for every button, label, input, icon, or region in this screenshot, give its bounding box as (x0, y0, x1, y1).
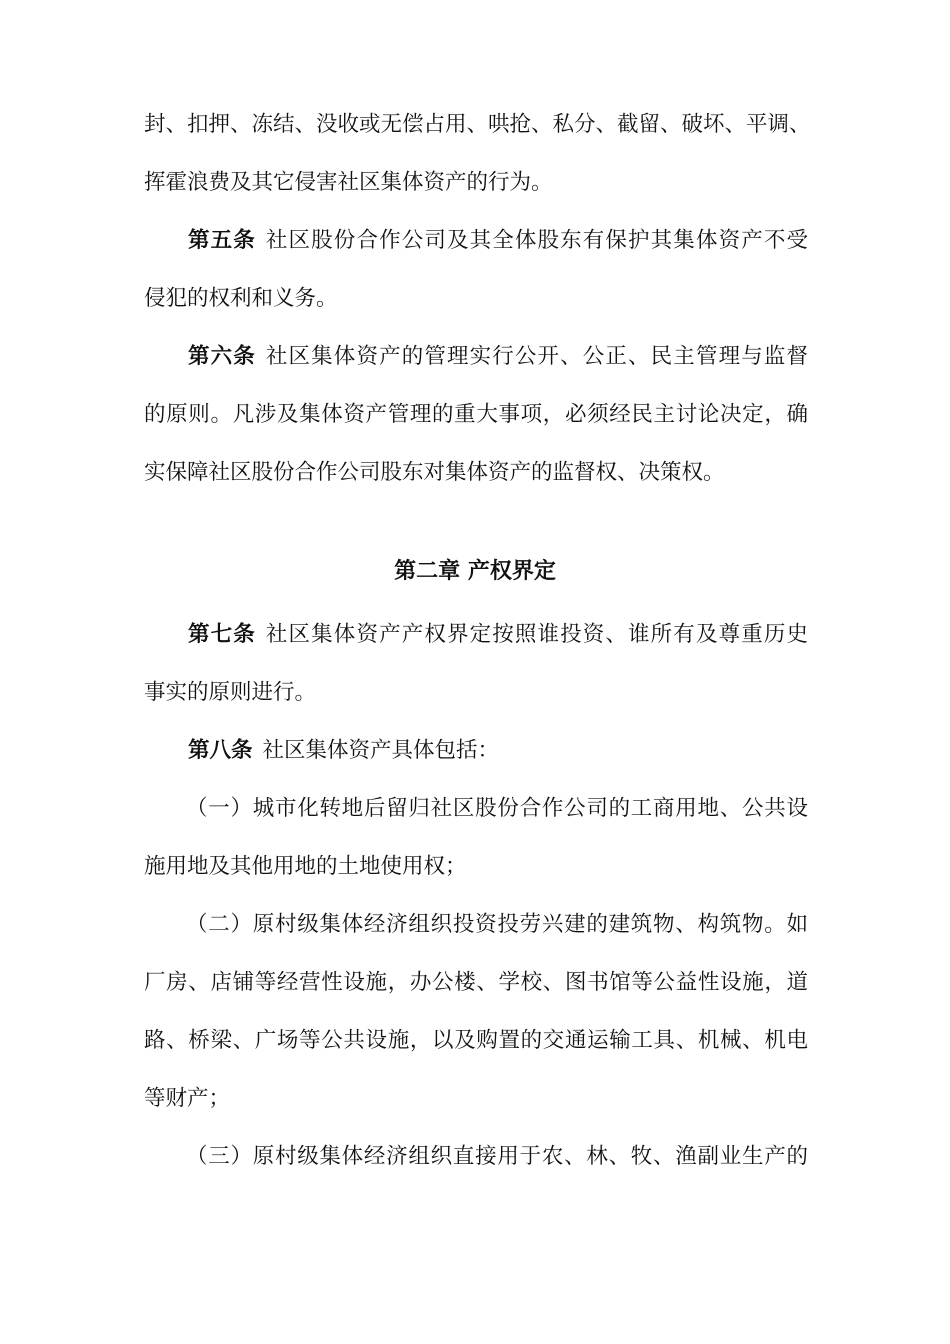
chapter-heading: 第二章 产权界定 (394, 559, 556, 584)
text-line: 等财产； (144, 1086, 231, 1111)
article-8-line (188, 731, 808, 771)
text-line: 厂房、店铺等经营性设施，办公楼、学校、图书馆等公益性设施，道 (144, 970, 808, 995)
text-line: 事实的原则进行。 (144, 680, 317, 705)
text-line: 封、扣押、冻结、没收或无偿占用、哄抢、私分、截留、破坏、平调、 (144, 112, 811, 137)
article-number: 第六条 (188, 344, 256, 369)
article-5-line (188, 221, 808, 261)
text-line: 施用地及其他用地的土地使用权； (144, 854, 467, 879)
text-line: 实保障社区股份合作公司股东对集体资产的监督权、决策权。 (144, 460, 725, 485)
article-text: 社区集体资产产权界定按照谁投资、谁所有及尊重历史 (265, 622, 808, 647)
article-7-line (188, 615, 808, 655)
article-text: 社区股份合作公司及其全体股东有保护其集体资产不受 (265, 228, 808, 253)
text-line: 路、桥梁、广场等公共设施，以及购置的交通运输工具、机械、机电 (144, 1028, 808, 1053)
article-number: 第七条 (188, 622, 256, 647)
text-line: 挥霍浪费及其它侵害社区集体资产的行为。 (144, 170, 553, 195)
text-line: （三）原村级集体经济组织直接用于农、林、牧、渔副业生产的 (186, 1144, 808, 1169)
text-line: 的原则。凡涉及集体资产管理的重大事项，必须经民主讨论决定，确 (144, 402, 808, 427)
article-text: 社区集体资产具体包括： (262, 738, 500, 763)
text-line: 侵犯的权利和义务。 (144, 286, 338, 311)
article-6-line (188, 337, 808, 377)
text-line: （一）城市化转地后留归社区股份合作公司的工商用地、公共设 (186, 796, 808, 821)
text-line: （二）原村级集体经济组织投资投劳兴建的建筑物、构筑物。如 (186, 912, 808, 937)
article-text: 社区集体资产的管理实行公开、公正、民主管理与监督 (265, 344, 808, 369)
article-number: 第五条 (188, 228, 256, 253)
article-number: 第八条 (188, 738, 253, 763)
